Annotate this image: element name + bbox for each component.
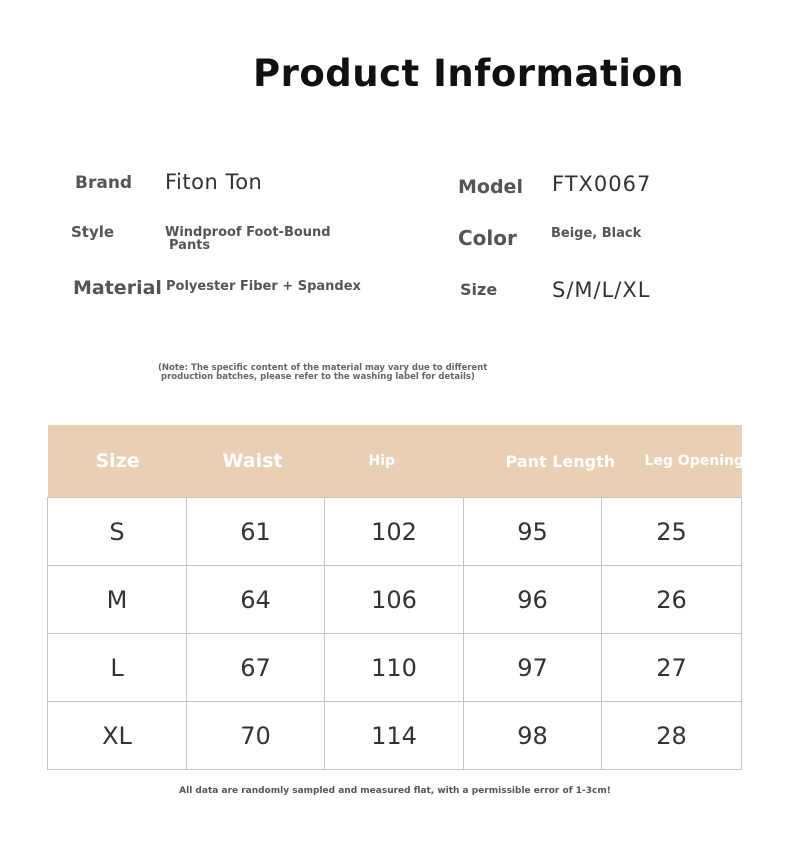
color-label: Color	[458, 226, 517, 250]
cell-hip: 106	[325, 566, 464, 634]
cell-hip: 110	[325, 634, 464, 702]
model-label: Model	[458, 176, 523, 198]
table-header-row	[48, 425, 742, 498]
header-pant-length: Pant Length	[464, 425, 602, 498]
cell-hip: 114	[325, 702, 464, 770]
size-chart-table	[47, 425, 742, 770]
table-row	[48, 702, 742, 770]
cell-waist: 67	[187, 634, 325, 702]
cell-size: M	[48, 566, 187, 634]
model-value: FTX0067	[552, 172, 652, 196]
table-row	[48, 566, 742, 634]
cell-leg-opening: 28	[602, 702, 742, 770]
cell-size: S	[48, 498, 187, 566]
style-value	[165, 226, 331, 252]
measurement-disclaimer: All data are randomly sampled and measured flat, with a permissible error of 1-3cm!	[179, 786, 611, 796]
cell-pant-length: 97	[464, 634, 602, 702]
cell-leg-opening: 27	[602, 634, 742, 702]
size-label: Size	[460, 280, 498, 299]
cell-size: XL	[48, 702, 187, 770]
style-label: Style	[71, 223, 115, 241]
style-value-line1: Windproof Foot-Bound	[165, 225, 331, 240]
material-note	[158, 364, 538, 382]
material-value: Polyester Fiber + Spandex	[166, 279, 361, 294]
note-line1: (Note: The specific content of the material may vary due to different	[158, 363, 488, 373]
cell-waist: 61	[187, 498, 325, 566]
table-row	[48, 634, 742, 702]
brand-label: Brand	[75, 173, 133, 193]
cell-leg-opening: 25	[602, 498, 742, 566]
cell-leg-opening: 26	[602, 566, 742, 634]
brand-value: Fiton Ton	[165, 170, 263, 194]
page-title: Product Information	[253, 52, 685, 95]
material-label: Material	[73, 277, 162, 299]
header-waist: Waist	[187, 425, 325, 498]
cell-size: L	[48, 634, 187, 702]
cell-pant-length: 96	[464, 566, 602, 634]
table-row	[48, 498, 742, 566]
header-size: Size	[48, 425, 187, 498]
color-value: Beige, Black	[551, 226, 642, 241]
size-value: S/M/L/XL	[552, 278, 651, 302]
note-line2: production batches, please refer to the washing label for details)	[161, 372, 475, 382]
cell-pant-length: 95	[464, 498, 602, 566]
style-value-line2: Pants	[169, 238, 211, 253]
cell-waist: 70	[187, 702, 325, 770]
cell-hip: 102	[325, 498, 464, 566]
cell-pant-length: 98	[464, 702, 602, 770]
cell-waist: 64	[187, 566, 325, 634]
header-hip: Hip	[325, 425, 464, 498]
header-leg-opening: Leg Opening	[602, 425, 742, 498]
